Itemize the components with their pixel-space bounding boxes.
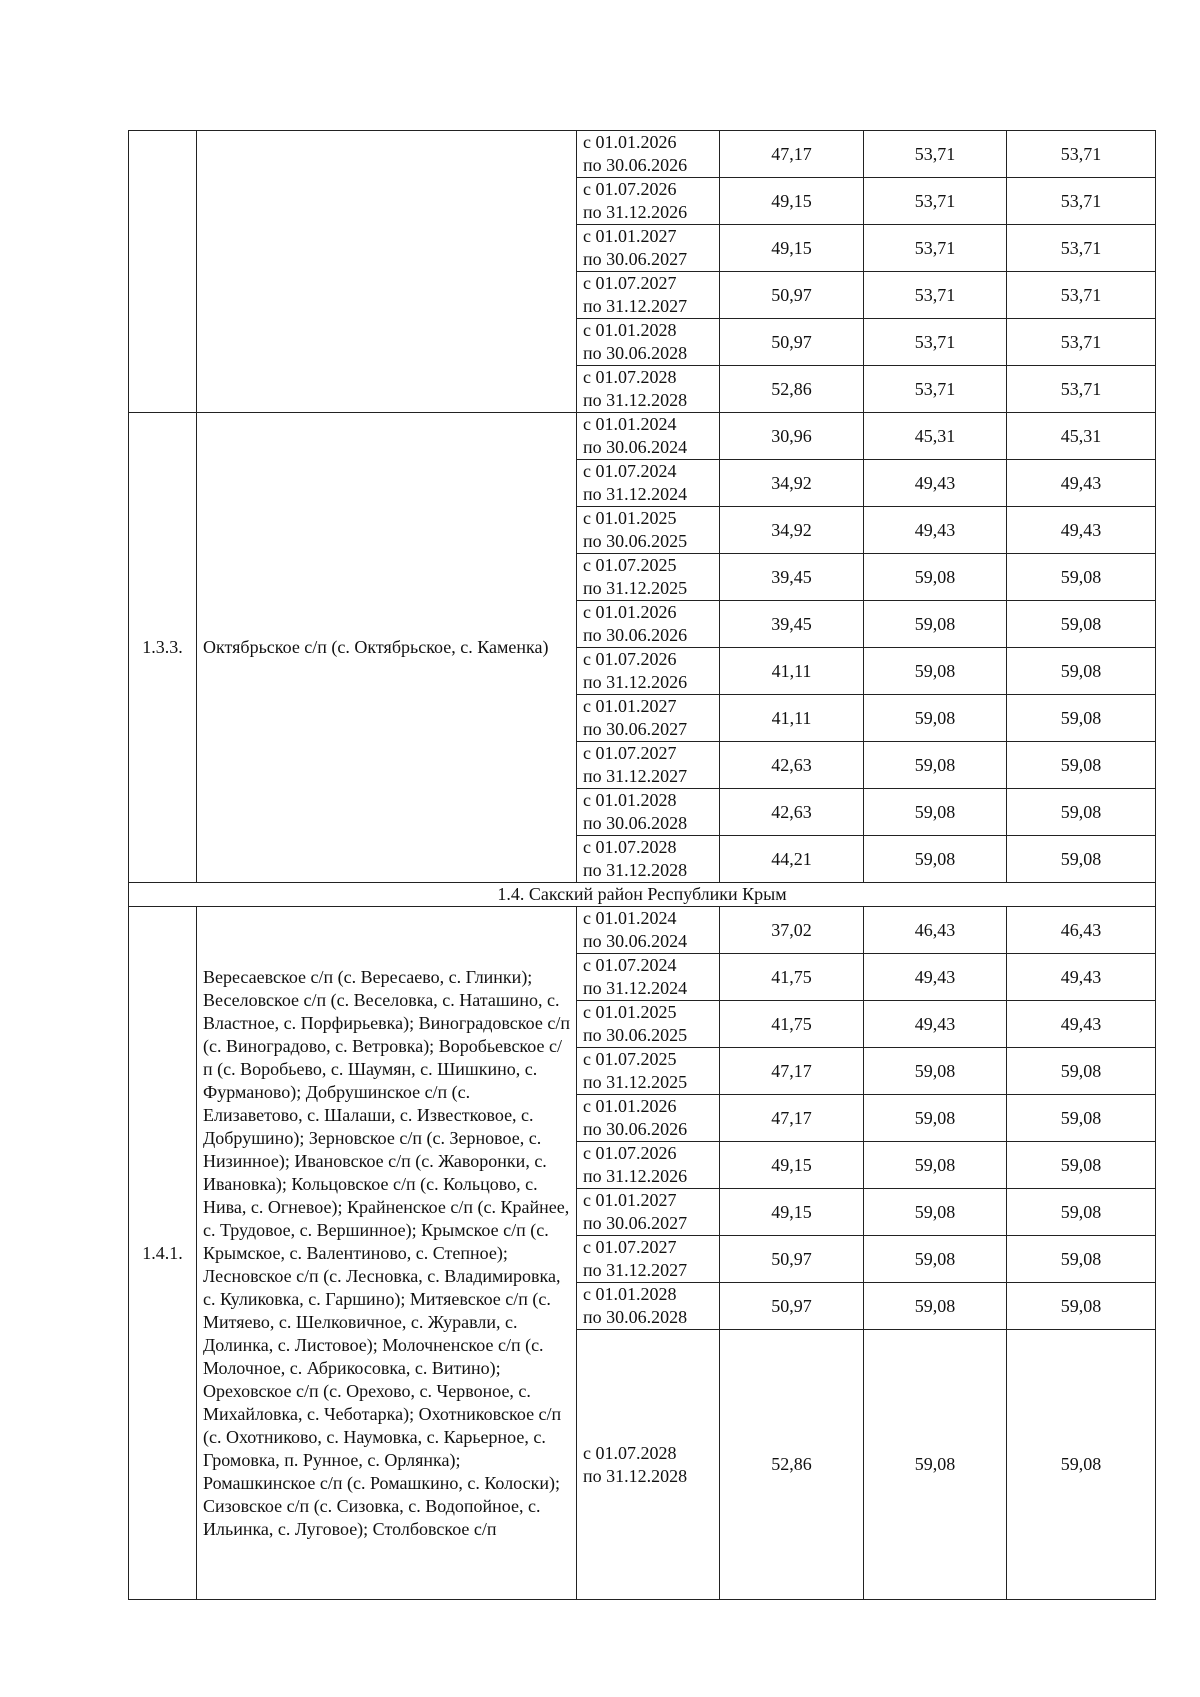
period-cell: [577, 954, 720, 1001]
period-to: по 30.06.2025: [583, 1025, 688, 1045]
period-cell: [577, 319, 720, 366]
tariff-value-3: 49,43: [1007, 1001, 1156, 1048]
tariff-value-1: 50,97: [720, 1283, 864, 1330]
period-cell: [577, 1283, 720, 1330]
tariff-value-2: 53,71: [864, 366, 1007, 413]
period-cell: [577, 1330, 720, 1600]
period-to: по 31.12.2028: [583, 390, 688, 410]
tariff-value-3: 59,08: [1007, 1048, 1156, 1095]
tariff-value-1: 37,02: [720, 907, 864, 954]
tariff-value-3: 59,08: [1007, 1330, 1156, 1600]
tariff-value-1: 34,92: [720, 507, 864, 554]
period-from: с 01.01.2027: [583, 696, 677, 716]
tariff-value-1: 52,86: [720, 366, 864, 413]
tariff-value-1: 49,15: [720, 1189, 864, 1236]
period-from: с 01.07.2027: [583, 1237, 677, 1257]
period-to: по 30.06.2026: [583, 1119, 688, 1139]
period-cell: [577, 507, 720, 554]
table-row: [129, 131, 1156, 178]
tariff-value-2: 49,43: [864, 460, 1007, 507]
period-to: по 30.06.2026: [583, 155, 688, 175]
period-to: по 30.06.2027: [583, 1213, 688, 1233]
table-row: [129, 907, 1156, 954]
period-to: по 30.06.2028: [583, 813, 688, 833]
period-cell: [577, 1001, 720, 1048]
tariff-value-2: 59,08: [864, 836, 1007, 883]
tariff-value-2: 59,08: [864, 648, 1007, 695]
period-from: с 01.07.2024: [583, 461, 677, 481]
period-cell: [577, 1189, 720, 1236]
period-to: по 31.12.2028: [583, 1465, 688, 1486]
tariff-value-3: 53,71: [1007, 225, 1156, 272]
tariff-value-1: 41,11: [720, 648, 864, 695]
tariff-value-2: 59,08: [864, 601, 1007, 648]
period-to: по 31.12.2026: [583, 672, 688, 692]
tariff-value-1: 42,63: [720, 789, 864, 836]
period-from: с 01.07.2026: [583, 649, 677, 669]
tariff-value-2: 59,08: [864, 1095, 1007, 1142]
tariff-value-3: 59,08: [1007, 648, 1156, 695]
tariff-value-1: 34,92: [720, 460, 864, 507]
period-to: по 31.12.2024: [583, 978, 688, 998]
period-to: по 31.12.2027: [583, 766, 688, 786]
period-from: с 01.07.2026: [583, 179, 677, 199]
row-code: 1.3.3.: [129, 413, 197, 883]
table-row: [129, 413, 1156, 460]
settlement-names: Вересаевское с/п (с. Вересаево, с. Глинки); Веселовское с/п (с. Веселовка, с. Наташино, с. Властное, с. Порфирьевка); Виноградовское с/п (с. Виноградово, с. Ветровка); Воробьевское с/п (с. Воробьево, с. Шаумян, с. Шишкино, с. Фурманово); Добрушинское с/п (с. Елизаветово, с. Шалаши, с. Известковое, с. Добрушино); Зерновское с/п (с. Зерновое, с. Низинное); Ивановское с/п (с. Жаворонки, с. Ивановка); Кольцовское с/п (с. Кольцово, с. Нива, с. Огневое); Крайненское с/п (с. Крайнее, с. Трудовое, с. Вершинное); Крымское с/п (с. Крымское, с. Валентиново, с. Степное); Лесновское с/п (с. Лесновка, с. Владимировка, с. Куликовка, с. Гаршино); Митяевское с/п (с. Митяево, с. Шелковичное, с. Журавли, с. Долинка, с. Листовое); Молочненское с/п (с. Молочное, с. Абрикосовка, с. Витино); Ореховское с/п (с. Орехово, с. Червоное, с. Михайловка, с. Чеботарка); Охотниковское с/п (с. Охотниково, с. Наумовка, с. Карьерное, с. Громовка, п. Рунное, с. Орлянка); Ромашкинское с/п (с. Ромашкино, с. Колоски); Сизовское с/п (с. Сизовка, с. Водопойное, с. Ильинка, с. Луговое); Столбовское с/п: [197, 907, 577, 1600]
period-to: по 30.06.2028: [583, 1307, 688, 1327]
tariff-value-3: 59,08: [1007, 554, 1156, 601]
tariff-value-1: 42,63: [720, 742, 864, 789]
tariff-value-1: 44,21: [720, 836, 864, 883]
tariff-value-1: 30,96: [720, 413, 864, 460]
settlement-names: [197, 131, 577, 413]
tariff-value-2: 59,08: [864, 1330, 1007, 1600]
tariff-value-1: 41,75: [720, 1001, 864, 1048]
period-to: по 31.12.2024: [583, 484, 688, 504]
tariff-value-3: 59,08: [1007, 742, 1156, 789]
period-cell: [577, 178, 720, 225]
tariff-value-2: 53,71: [864, 178, 1007, 225]
tariff-table-body: [129, 131, 1156, 1600]
period-cell: [577, 225, 720, 272]
period-from: с 01.01.2028: [583, 790, 677, 810]
tariff-value-1: 52,86: [720, 1330, 864, 1600]
period-to: по 30.06.2027: [583, 719, 688, 739]
period-cell: [577, 131, 720, 178]
period-to: по 30.06.2024: [583, 437, 688, 457]
tariff-value-3: 46,43: [1007, 907, 1156, 954]
period-to: по 31.12.2025: [583, 578, 688, 598]
tariff-value-2: 53,71: [864, 131, 1007, 178]
tariff-value-3: 59,08: [1007, 1283, 1156, 1330]
period-from: с 01.01.2026: [583, 132, 677, 152]
period-cell: [577, 272, 720, 319]
tariff-value-3: 59,08: [1007, 1236, 1156, 1283]
tariff-value-1: 47,17: [720, 131, 864, 178]
tariff-value-2: 59,08: [864, 742, 1007, 789]
period-from: с 01.07.2028: [583, 1442, 677, 1463]
period-cell: [577, 789, 720, 836]
tariff-value-1: 49,15: [720, 225, 864, 272]
period-to: по 31.12.2026: [583, 202, 688, 222]
tariff-value-3: 45,31: [1007, 413, 1156, 460]
period-from: с 01.01.2028: [583, 320, 677, 340]
period-cell: [577, 554, 720, 601]
period-from: с 01.01.2027: [583, 226, 677, 246]
period-cell: [577, 742, 720, 789]
period-from: с 01.01.2027: [583, 1190, 677, 1210]
tariff-value-3: 59,08: [1007, 1095, 1156, 1142]
period-to: по 31.12.2027: [583, 1260, 688, 1280]
tariff-value-2: 59,08: [864, 1283, 1007, 1330]
period-from: с 01.07.2027: [583, 743, 677, 763]
period-from: с 01.07.2028: [583, 367, 677, 387]
period-to: по 30.06.2027: [583, 249, 688, 269]
period-from: с 01.07.2026: [583, 1143, 677, 1163]
period-from: с 01.01.2024: [583, 908, 677, 928]
tariff-value-3: 59,08: [1007, 836, 1156, 883]
settlement-names: Октябрьское с/п (с. Октябрьское, с. Каменка): [197, 413, 577, 883]
tariff-value-3: 53,71: [1007, 272, 1156, 319]
period-cell: [577, 836, 720, 883]
period-to: по 30.06.2026: [583, 625, 688, 645]
period-to: по 31.12.2027: [583, 296, 688, 316]
row-code: 1.4.1.: [129, 907, 197, 1600]
tariff-value-1: 41,11: [720, 695, 864, 742]
period-to: по 31.12.2028: [583, 860, 688, 880]
tariff-value-3: 53,71: [1007, 131, 1156, 178]
period-cell: [577, 907, 720, 954]
period-cell: [577, 648, 720, 695]
period-from: с 01.01.2028: [583, 1284, 677, 1304]
tariff-value-2: 59,08: [864, 1142, 1007, 1189]
period-cell: [577, 695, 720, 742]
period-to: по 30.06.2025: [583, 531, 688, 551]
period-to: по 31.12.2025: [583, 1072, 688, 1092]
tariff-value-3: 49,43: [1007, 954, 1156, 1001]
tariff-value-3: 49,43: [1007, 460, 1156, 507]
tariff-value-3: 53,71: [1007, 366, 1156, 413]
tariff-value-2: 53,71: [864, 272, 1007, 319]
tariff-value-3: 59,08: [1007, 789, 1156, 836]
tariff-value-2: 49,43: [864, 507, 1007, 554]
period-cell: [577, 366, 720, 413]
period-from: с 01.07.2027: [583, 273, 677, 293]
tariff-table: [128, 130, 1156, 1600]
tariff-value-3: 53,71: [1007, 319, 1156, 366]
section-row: [129, 883, 1156, 907]
tariff-value-3: 59,08: [1007, 601, 1156, 648]
tariff-value-1: 49,15: [720, 1142, 864, 1189]
tariff-value-3: 59,08: [1007, 1142, 1156, 1189]
row-code: [129, 131, 197, 413]
tariff-value-1: 47,17: [720, 1048, 864, 1095]
period-from: с 01.01.2026: [583, 1096, 677, 1116]
period-cell: [577, 1236, 720, 1283]
tariff-value-2: 59,08: [864, 1048, 1007, 1095]
tariff-value-1: 50,97: [720, 319, 864, 366]
tariff-value-3: 53,71: [1007, 178, 1156, 225]
period-cell: [577, 1142, 720, 1189]
period-from: с 01.01.2025: [583, 1002, 677, 1022]
period-from: с 01.07.2028: [583, 837, 677, 857]
tariff-value-1: 50,97: [720, 272, 864, 319]
period-cell: [577, 1095, 720, 1142]
period-cell: [577, 1048, 720, 1095]
tariff-value-1: 47,17: [720, 1095, 864, 1142]
period-cell: [577, 601, 720, 648]
period-to: по 30.06.2024: [583, 931, 688, 951]
tariff-value-2: 53,71: [864, 225, 1007, 272]
tariff-value-3: 59,08: [1007, 1189, 1156, 1236]
section-title: 1.4. Сакский район Республики Крым: [129, 883, 1156, 907]
period-from: с 01.07.2025: [583, 1049, 677, 1069]
tariff-value-1: 50,97: [720, 1236, 864, 1283]
tariff-value-2: 59,08: [864, 554, 1007, 601]
tariff-value-2: 59,08: [864, 695, 1007, 742]
tariff-value-2: 46,43: [864, 907, 1007, 954]
tariff-value-2: 45,31: [864, 413, 1007, 460]
period-cell: [577, 460, 720, 507]
tariff-value-1: 41,75: [720, 954, 864, 1001]
tariff-value-2: 59,08: [864, 1236, 1007, 1283]
period-from: с 01.07.2025: [583, 555, 677, 575]
tariff-value-2: 53,71: [864, 319, 1007, 366]
period-cell: [577, 413, 720, 460]
period-from: с 01.07.2024: [583, 955, 677, 975]
period-from: с 01.01.2024: [583, 414, 677, 434]
tariff-value-1: 39,45: [720, 554, 864, 601]
tariff-value-3: 59,08: [1007, 695, 1156, 742]
tariff-value-2: 49,43: [864, 954, 1007, 1001]
tariff-value-3: 49,43: [1007, 507, 1156, 554]
period-to: по 30.06.2028: [583, 343, 688, 363]
tariff-value-2: 59,08: [864, 1189, 1007, 1236]
period-from: с 01.01.2025: [583, 508, 677, 528]
tariff-value-1: 49,15: [720, 178, 864, 225]
tariff-value-2: 59,08: [864, 789, 1007, 836]
period-to: по 31.12.2026: [583, 1166, 688, 1186]
tariff-value-1: 39,45: [720, 601, 864, 648]
tariff-value-2: 49,43: [864, 1001, 1007, 1048]
period-from: с 01.01.2026: [583, 602, 677, 622]
